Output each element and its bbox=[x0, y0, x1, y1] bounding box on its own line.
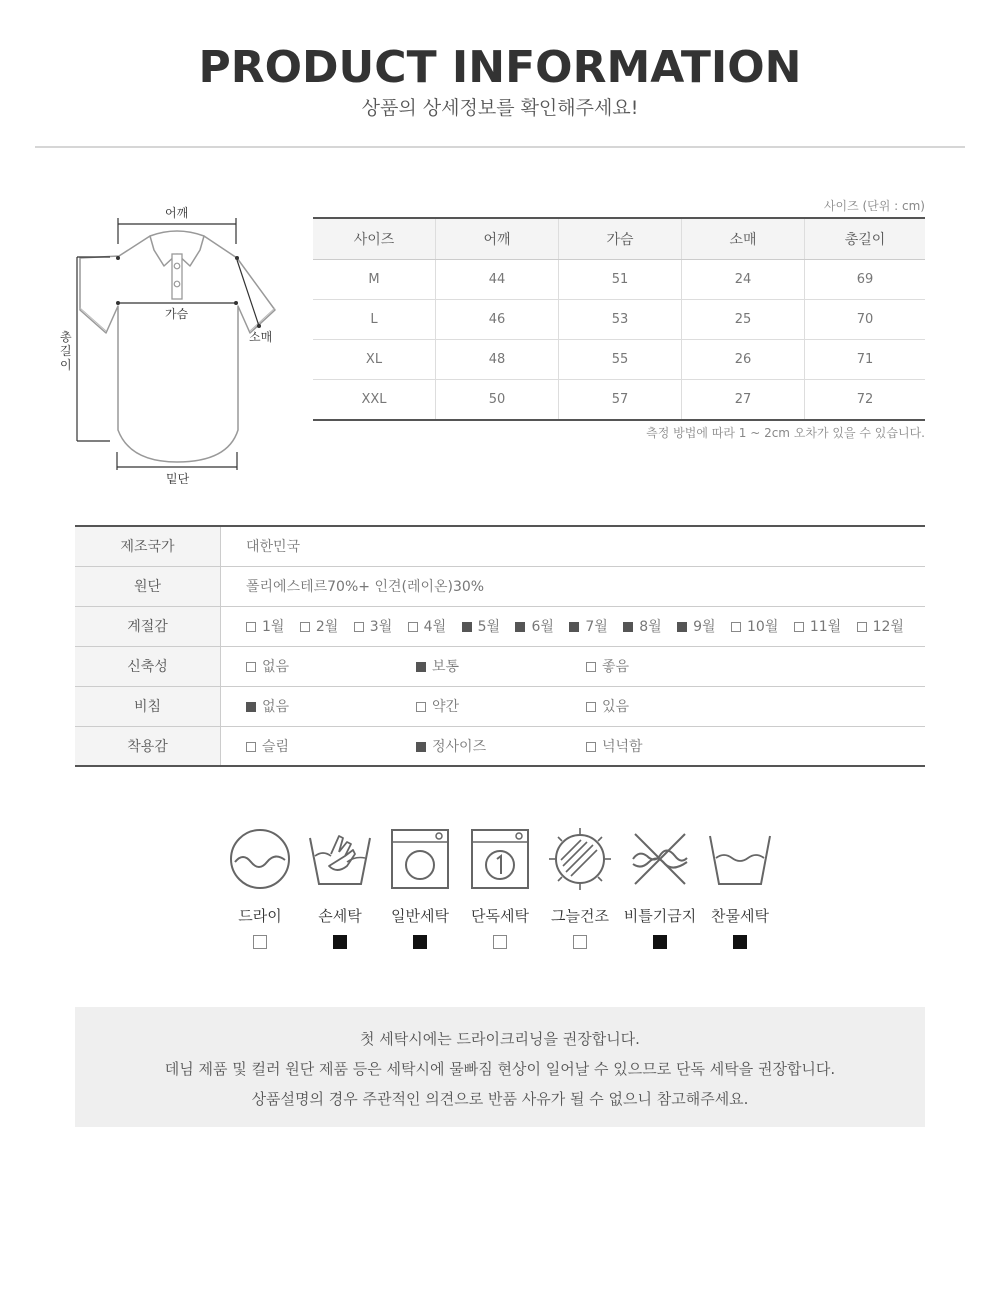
size-header-cell: 사이즈 bbox=[313, 218, 436, 260]
checkbox bbox=[300, 622, 310, 632]
season-option-label: 3월 bbox=[369, 619, 393, 635]
size-cell: 71 bbox=[805, 340, 926, 380]
season-option-label: 5월 bbox=[477, 619, 500, 635]
size-footnote: 측정 방법에 따라 1 ~ 2cm 오차가 있을 수 있습니다. bbox=[646, 426, 925, 440]
notice-line: 데님 제품 및 컬러 원단 제품 등은 세탁시에 물빠짐 현상이 일어날 수 있으므로 단독 세탁을 권장합니다. bbox=[164, 1060, 836, 1078]
sheer-option bbox=[586, 696, 629, 716]
season-option-label: 6월 bbox=[531, 619, 554, 635]
table-row bbox=[313, 380, 925, 421]
season-option bbox=[623, 616, 661, 636]
checkbox bbox=[246, 662, 256, 672]
sheer-option-label: 있음 bbox=[602, 699, 630, 715]
page-subtitle: 상품의 상세정보를 확인해주세요! bbox=[361, 97, 639, 119]
season-option-label: 12월 bbox=[872, 619, 904, 635]
checkbox bbox=[493, 935, 507, 949]
size-cell: 72 bbox=[805, 380, 926, 421]
fabric-label: 원단 bbox=[75, 566, 221, 606]
season-option-label: 4월 bbox=[423, 619, 447, 635]
checkbox bbox=[677, 622, 687, 632]
size-cell: 55 bbox=[559, 340, 682, 380]
season-option bbox=[731, 616, 778, 636]
table-row bbox=[75, 606, 925, 646]
table-row bbox=[313, 300, 925, 340]
checkbox bbox=[253, 935, 267, 949]
stretch-option-label: 보통 bbox=[432, 659, 460, 675]
size-cell: 51 bbox=[559, 260, 682, 300]
season-option bbox=[794, 616, 841, 636]
wash-separately-icon bbox=[467, 826, 533, 892]
size-table-header bbox=[313, 218, 925, 260]
sleeve-label: 소매 bbox=[249, 330, 273, 344]
checkbox bbox=[416, 662, 426, 672]
checkbox bbox=[416, 742, 426, 752]
size-table bbox=[313, 217, 925, 421]
checkbox bbox=[733, 935, 747, 949]
fit-option-label: 넉넉함 bbox=[602, 738, 643, 755]
machine-wash-icon bbox=[387, 826, 453, 892]
origin-label: 제조국가 bbox=[75, 526, 221, 566]
size-header-cell: 총길이 bbox=[805, 218, 926, 260]
top-divider bbox=[35, 146, 965, 148]
size-cell: 50 bbox=[436, 380, 559, 421]
fit-option-label: 슬림 bbox=[262, 738, 290, 755]
care-item bbox=[220, 826, 300, 949]
notice-line: 상품설명의 경우 주관적인 의견으로 반품 사유가 될 수 없으니 참고해주세요. bbox=[251, 1090, 749, 1108]
product-info-table bbox=[75, 525, 925, 767]
chest-label: 가슴 bbox=[165, 307, 189, 321]
season-option-label: 10월 bbox=[747, 619, 779, 635]
stretch-option bbox=[416, 656, 586, 676]
checkbox bbox=[462, 622, 472, 632]
size-cell: XXL bbox=[313, 380, 436, 421]
stretch-option bbox=[246, 656, 416, 676]
season-option-label: 2월 bbox=[315, 619, 339, 635]
care-label: 단독세탁 bbox=[471, 907, 529, 925]
fit-options bbox=[221, 726, 926, 766]
fit-label: 착용감 bbox=[75, 726, 221, 766]
care-item bbox=[540, 826, 620, 949]
size-cell: 26 bbox=[682, 340, 805, 380]
table-row bbox=[313, 260, 925, 300]
season-option-label: 8월 bbox=[639, 619, 662, 635]
length-label: 총길이 bbox=[60, 330, 72, 372]
care-item bbox=[700, 826, 780, 949]
checkbox bbox=[586, 702, 596, 712]
season-options bbox=[221, 606, 926, 646]
care-instructions bbox=[220, 826, 780, 956]
stretch-label: 신축성 bbox=[75, 646, 221, 686]
checkbox bbox=[416, 702, 426, 712]
size-cell: 27 bbox=[682, 380, 805, 421]
size-cell: M bbox=[313, 260, 436, 300]
care-label: 비틀기금지 bbox=[623, 907, 697, 925]
size-cell: 25 bbox=[682, 300, 805, 340]
care-item bbox=[460, 826, 540, 949]
checkbox bbox=[794, 622, 804, 632]
table-row bbox=[75, 686, 925, 726]
shirt-diagram bbox=[50, 200, 290, 495]
sheer-option bbox=[246, 696, 416, 716]
checkbox bbox=[246, 742, 256, 752]
size-cell: 53 bbox=[559, 300, 682, 340]
stretch-options bbox=[221, 646, 926, 686]
size-cell: 70 bbox=[805, 300, 926, 340]
season-option bbox=[408, 616, 446, 636]
size-header-cell: 가슴 bbox=[559, 218, 682, 260]
fit-option-label: 정사이즈 bbox=[432, 738, 487, 755]
origin-value: 대한민국 bbox=[221, 526, 926, 566]
sheer-options bbox=[221, 686, 926, 726]
dry-clean-icon bbox=[227, 826, 293, 892]
care-label: 찬물세탁 bbox=[711, 907, 769, 925]
season-option-label: 11월 bbox=[809, 619, 842, 635]
checkbox bbox=[857, 622, 867, 632]
season-option-label: 1월 bbox=[262, 619, 285, 635]
care-item bbox=[620, 826, 700, 949]
notice-line: 첫 세탁시에는 드라이크리닝을 권장합니다. bbox=[360, 1030, 640, 1048]
care-label: 손세탁 bbox=[318, 907, 362, 925]
care-item bbox=[300, 826, 380, 949]
notice-box bbox=[75, 1007, 925, 1127]
table-row bbox=[75, 566, 925, 606]
size-cell: L bbox=[313, 300, 436, 340]
season-option bbox=[569, 616, 607, 636]
sheer-option bbox=[416, 696, 586, 716]
checkbox bbox=[246, 702, 256, 712]
sheer-option-label: 없음 bbox=[262, 699, 290, 715]
checkbox bbox=[333, 935, 347, 949]
season-option bbox=[515, 616, 553, 636]
table-row bbox=[75, 646, 925, 686]
fit-option bbox=[416, 736, 586, 756]
season-option-label: 7월 bbox=[585, 619, 608, 635]
size-cell: 46 bbox=[436, 300, 559, 340]
size-cell: 24 bbox=[682, 260, 805, 300]
fit-option bbox=[246, 736, 416, 756]
table-row bbox=[75, 726, 925, 766]
fit-option bbox=[586, 736, 643, 756]
checkbox bbox=[653, 935, 667, 949]
care-label: 일반세탁 bbox=[391, 907, 449, 925]
fabric-value: 폴리에스테르70%+ 인견(레이온)30% bbox=[221, 566, 926, 606]
size-cell: 44 bbox=[436, 260, 559, 300]
sheer-label: 비침 bbox=[75, 686, 221, 726]
shoulder-label: 어깨 bbox=[165, 206, 189, 220]
checkbox bbox=[515, 622, 525, 632]
hem-label: 밑단 bbox=[166, 472, 190, 486]
sheer-option-label: 약간 bbox=[432, 699, 460, 715]
season-option bbox=[354, 616, 392, 636]
do-not-wring-icon bbox=[627, 826, 693, 892]
page-title: PRODUCT INFORMATION bbox=[198, 42, 802, 93]
shade-dry-icon bbox=[547, 826, 613, 892]
season-option-label: 9월 bbox=[693, 619, 716, 635]
size-unit-note: 사이즈 (단위 : cm) bbox=[823, 199, 925, 213]
size-header-cell: 소매 bbox=[682, 218, 805, 260]
care-label: 드라이 bbox=[238, 907, 282, 925]
checkbox bbox=[586, 662, 596, 672]
season-option bbox=[246, 616, 284, 636]
checkbox bbox=[408, 622, 418, 632]
checkbox bbox=[354, 622, 364, 632]
season-option bbox=[677, 616, 715, 636]
checkbox bbox=[246, 622, 256, 632]
season-option bbox=[857, 616, 904, 636]
season-option bbox=[462, 616, 500, 636]
size-cell: 48 bbox=[436, 340, 559, 380]
checkbox bbox=[413, 935, 427, 949]
table-row bbox=[313, 340, 925, 380]
season-option bbox=[300, 616, 338, 636]
season-label: 계절감 bbox=[75, 606, 221, 646]
checkbox bbox=[586, 742, 596, 752]
polo-shirt-icon bbox=[50, 200, 290, 495]
checkbox bbox=[731, 622, 741, 632]
size-cell: 57 bbox=[559, 380, 682, 421]
checkbox bbox=[569, 622, 579, 632]
table-row bbox=[75, 526, 925, 566]
size-cell: XL bbox=[313, 340, 436, 380]
cold-wash-icon bbox=[707, 826, 773, 892]
checkbox bbox=[623, 622, 633, 632]
stretch-option-label: 좋음 bbox=[602, 659, 630, 675]
care-item bbox=[380, 826, 460, 949]
size-cell: 69 bbox=[805, 260, 926, 300]
stretch-option-label: 없음 bbox=[262, 659, 290, 675]
hand-wash-icon bbox=[307, 826, 373, 892]
checkbox bbox=[573, 935, 587, 949]
stretch-option bbox=[586, 656, 629, 676]
care-label: 그늘건조 bbox=[551, 907, 609, 925]
size-header-cell: 어깨 bbox=[436, 218, 559, 260]
